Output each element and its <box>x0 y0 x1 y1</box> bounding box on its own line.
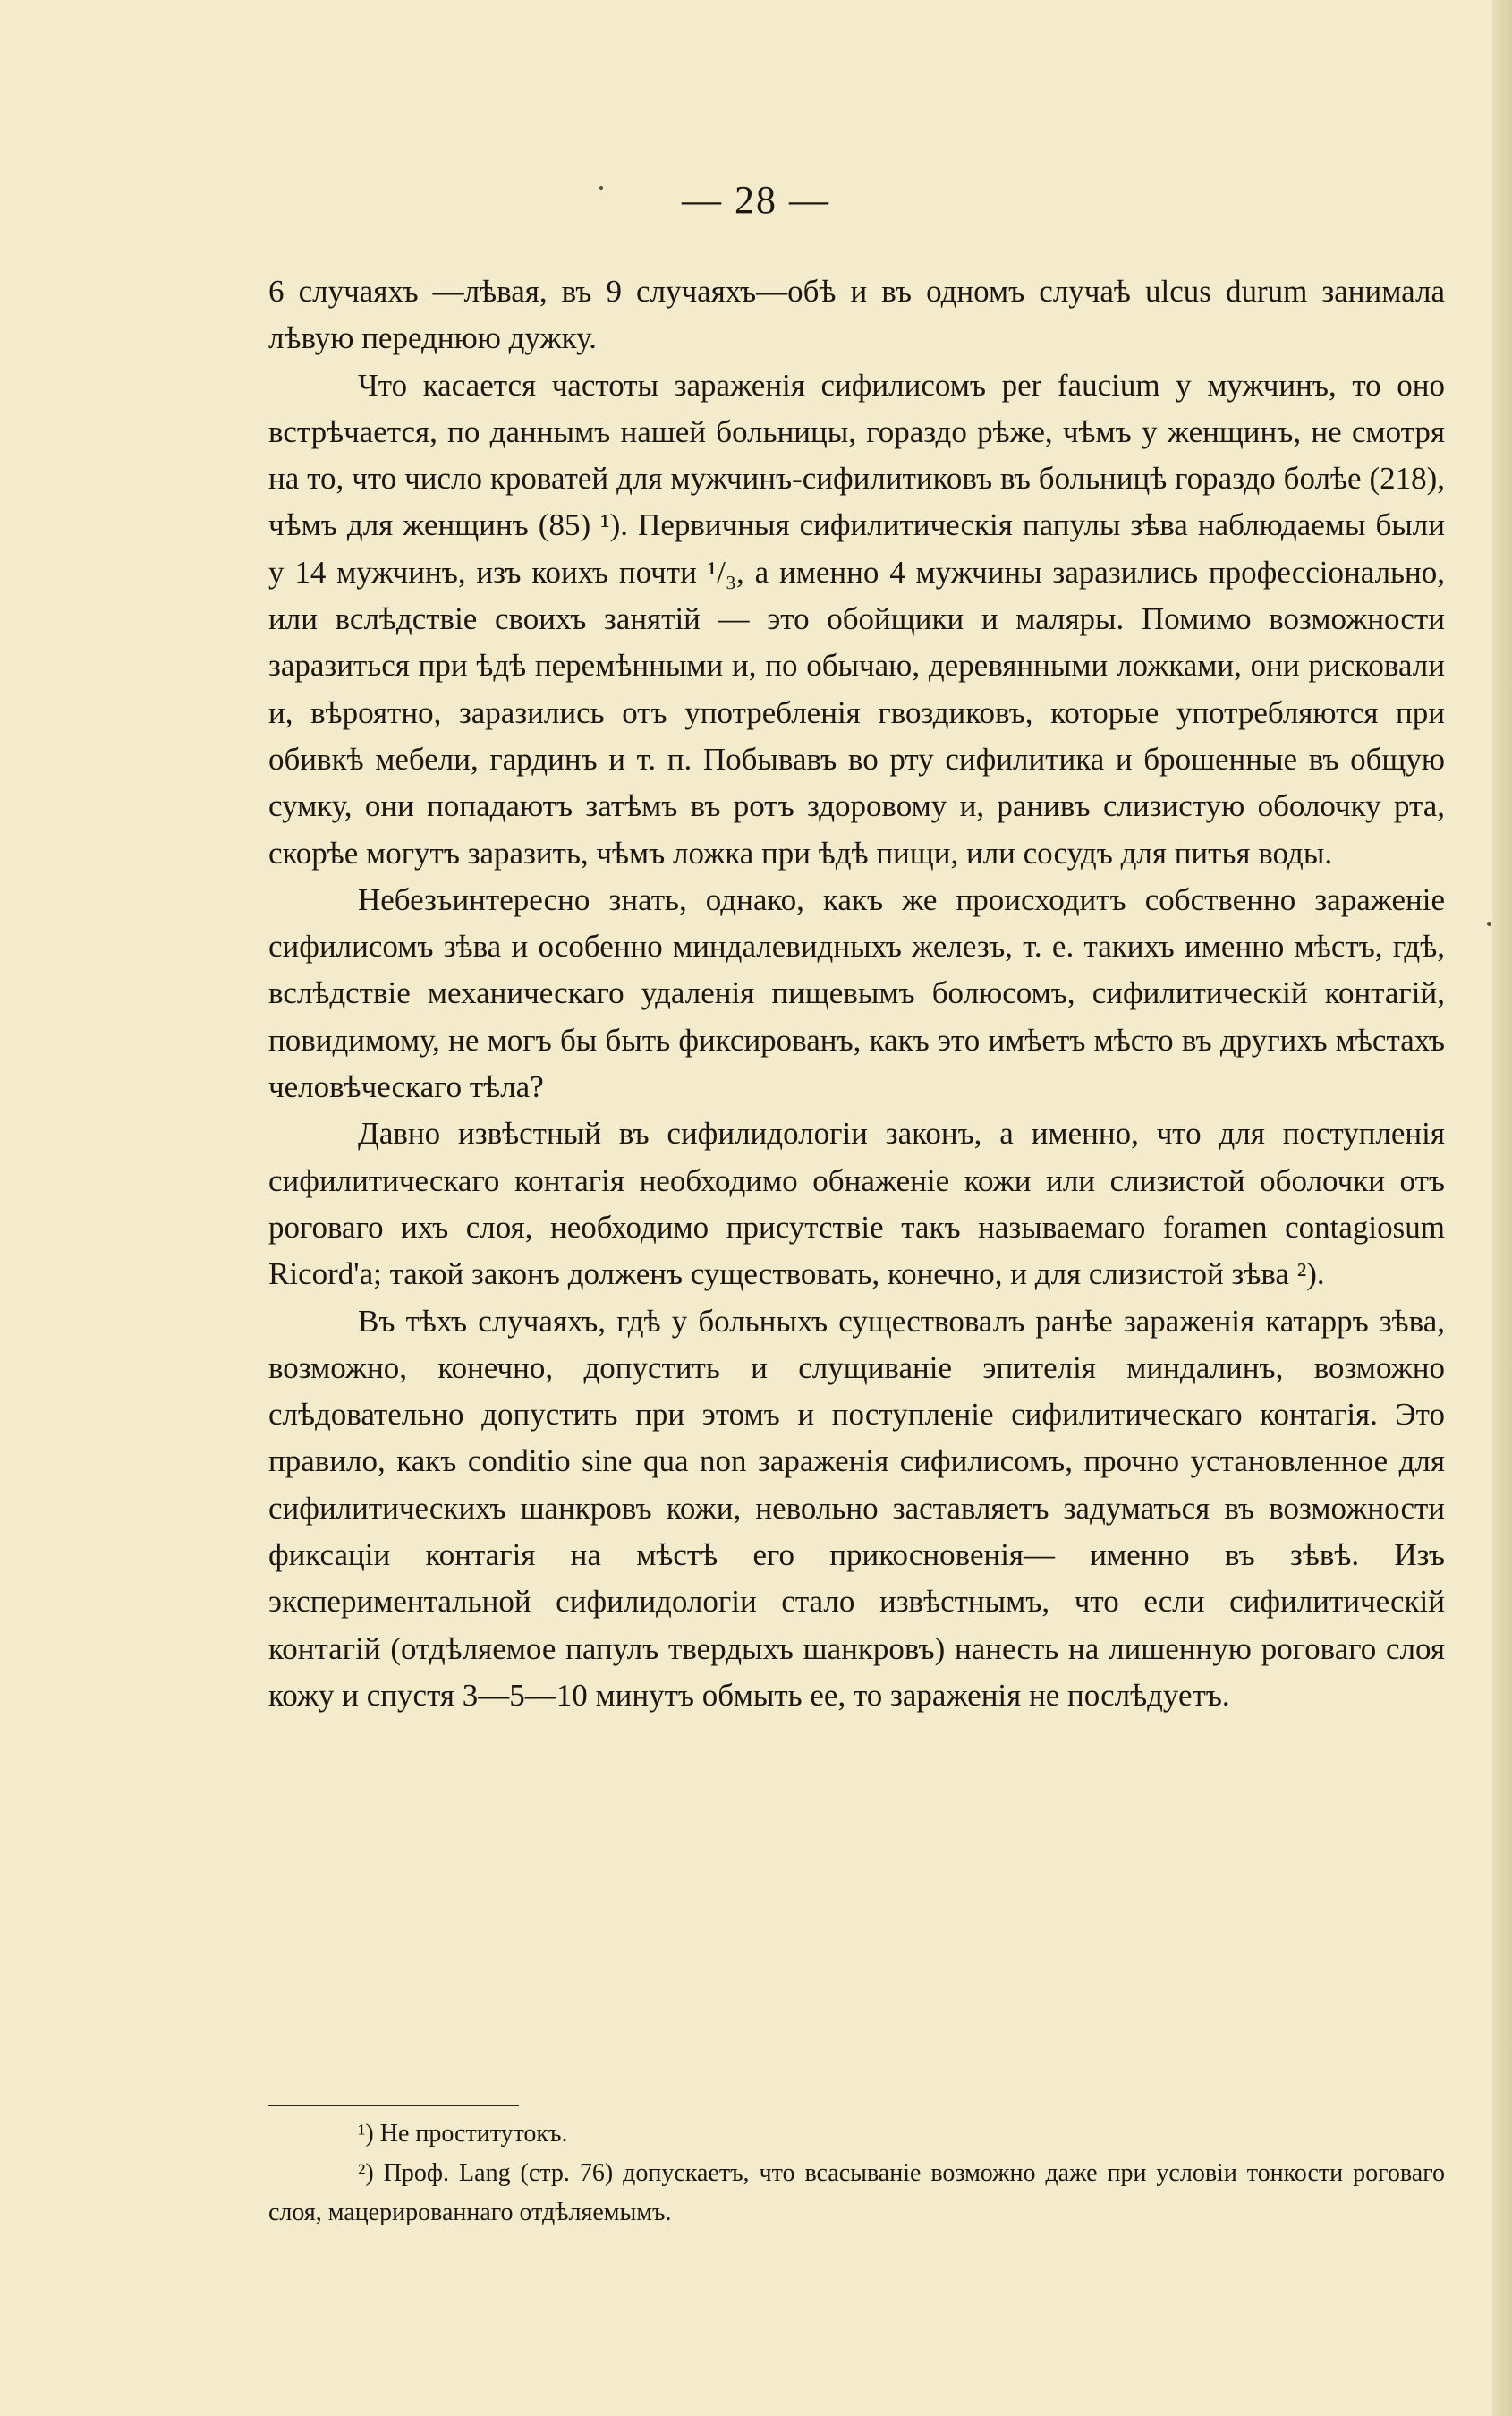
paragraph: 6 случаяхъ —лѣвая, въ 9 случаяхъ—обѣ и въ одномъ случаѣ ulcus durum занимала лѣвую переднюю дужку. <box>268 274 1445 356</box>
paragraph: Въ тѣхъ случаяхъ, гдѣ у больныхъ существовалъ ранѣе зараженія катарръ зѣва, возможно, конечно, допустить и слущиваніе эпителія миндалинъ, возможно слѣдовательно допустить при этомъ и поступленіе сифилитическаго контагія. Это правило, какъ conditio sine qua non зараженія сифилисомъ, прочно установленное для сифилитическихъ шанкровъ кожи, невольно заставляетъ задуматься въ возможности фиксаціи контагія на мѣстѣ его прикосновенія— именно въ зѣвѣ. Изъ экспериментальной сифилидологіи стало извѣстнымъ, что если сифилитическій контагій (отдѣляемое папулъ твердыхъ шанкровъ) нанесть на лишенную роговаго слоя кожу и спустя 3—5—10 минутъ обмыть ее, то зараженія не послѣдуетъ. <box>268 1303 1445 1713</box>
footnotes <box>268 2114 1445 2233</box>
footnote: ¹) Не проститутокъ. <box>358 2120 568 2148</box>
footnote: ²) Проф. Lang (стр. 76) допускаетъ, что всасываніе возможно даже при условіи тонкости роговаго слоя, мацерированнаго отдѣляемымъ. <box>268 2159 1445 2226</box>
footnote-divider <box>268 2105 519 2106</box>
page-number: — 28 — <box>682 178 830 222</box>
paragraph: Что касается частоты зараженія сифилисомъ per faucium у мужчинъ, то оно встрѣчается, по даннымъ нашей больницы, гораздо рѣже, чѣмъ у женщинъ, не смотря на то, что число кроватей для мужчинъ-сифилитиковъ въ больницѣ гораздо болѣе (218), чѣмъ для женщинъ (85) ¹). Первичныя сифилитическія папулы зѣва наблюдаемы были у 14 мужчинъ, изъ коихъ почти ¹/₃, а именно 4 мужчины заразились профессіонально, или вслѣдствіе своихъ занятій — это обойщики и маляры. Помимо возможности заразиться при ѣдѣ перемѣнными и, по обычаю, деревянными ложками, они рисковали и, вѣроятно, заразились отъ употребленія гвоздиковъ, которые употребляются при обивкѣ мебели, гардинъ и т. п. Побывавъ во рту сифилитика и брошенные въ общую сумку, они попадаютъ затѣмъ въ ротъ здоровому и, ранивъ слизистую оболочку рта, скорѣе могутъ заразить, чѣмъ ложка при ѣдѣ пищи, или сосудъ для питья воды. <box>268 367 1445 871</box>
ink-speck <box>1487 922 1491 926</box>
body-text <box>268 268 1445 1719</box>
paragraph: Небезъинтересно знать, однако, какъ же происходитъ собственно зараженіе сифилисомъ зѣва и особенно миндалевидныхъ железъ, т. е. такихъ именно мѣстъ, гдѣ, вслѣдствіе механическаго удаленія пищевымъ болюсомъ, сифилитическій контагій, повидимому, не могъ бы быть фиксированъ, какъ это имѣетъ мѣсто въ другихъ мѣстахъ человѣческаго тѣла? <box>268 881 1445 1105</box>
page-edge <box>1492 0 1512 2416</box>
paragraph: Давно извѣстный въ сифилидологіи законъ, а именно, что для поступленія сифилитическаго контагія необходимо обнаженіе кожи или слизистой оболочки отъ роговаго ихъ слоя, необходимо присутствіе такъ называемаго foramen contagiosum Ricord'a; такой законъ долженъ существовать, конечно, и для слизистой зѣва ²). <box>268 1116 1445 1292</box>
